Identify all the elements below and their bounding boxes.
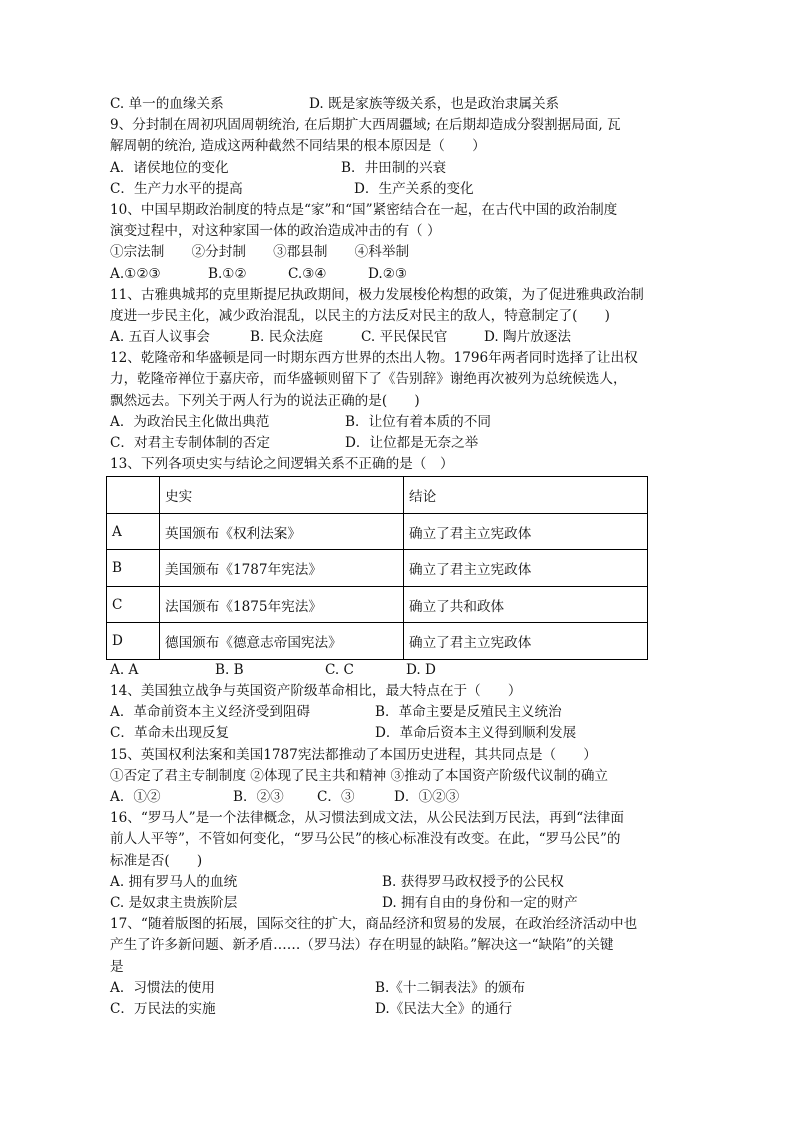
q16-options-cd [110,893,655,914]
q16-option-a: A. 拥有罗马人的血统 [110,873,238,890]
q11-options [110,327,655,348]
q12-option-b: B．让位有着本质的不同 [345,413,491,430]
q9-options-cd [110,179,655,200]
table-row-fact: 美国颁布《1787年宪法》 [160,550,404,587]
q12-options-cd [110,433,655,454]
q17-option-a: A．习惯法的使用 [110,979,215,996]
q11-option-c: C. 平民保民官 [361,329,448,346]
q17-option-d: D.《民法大全》的通行 [375,1000,513,1017]
q14-option-d: D．革命后资本主义得到顺利发展 [375,725,577,742]
q15-option-d: D．①②③ [394,789,460,805]
table-row-fact: 英国颁布《权利法案》 [160,513,404,550]
table-row-conclusion: 确立了君主立宪政体 [404,623,648,660]
q9-option-b: B．井田制的兴衰 [341,159,447,176]
q16-option-d: D. 拥有自由的身份和一定的财产 [382,894,578,911]
q13-table [106,476,648,660]
q11-option-b: B. 民众法庭 [250,329,324,346]
q10-option-d: D.②③ [368,265,408,282]
q9-stem-line1: 9、分封制在周初巩固周朝统治, 在后期扩大西周疆域; 在后期却造成分裂割据局面, 瓦 [110,117,621,134]
q15-option-a: A．①② [110,789,161,805]
q12-option-a: A．为政治民主化做出典范 [110,413,270,430]
q11-option-d: D. 陶片放逐法 [484,329,572,346]
q11-option-a: A. 五百人议事会 [110,329,211,346]
q10-option-a: A.①②③ [110,265,161,282]
q14-option-b: B．革命主要是反殖民主义统治 [375,704,562,721]
q15-options [110,787,655,808]
table-header-fact: 史实 [160,477,404,514]
table-row-fact: 德国颁布《德意志帝国宪法》 [160,623,404,660]
q11-stem-line2: 度进一步民主化，减少政治混乱，以民主的方法反对民主的敌人，特意制定了( ) [110,307,610,324]
q15-items: ①否定了君主专制制度 ②体现了民主共和精神 ③推动了本国资产阶级代议制的确立 [110,767,609,784]
q14-options-cd [110,723,655,744]
table-row [107,513,648,550]
q8-options-cd [110,94,655,115]
q9-option-c: C．生产力水平的提高 [110,180,243,197]
q17-stem-line3: 是 [110,958,124,975]
q13-option-b: B. B [215,661,244,678]
q11-stem-line1: 11、古雅典城邦的克里斯提尼执政期间，极力发展梭伦构想的政策，为了促进雅典政治制 [110,286,644,303]
q12-options-ab [110,412,655,433]
q15-option-b: B．②③ [233,789,284,805]
q9-options-ab [110,158,655,179]
q10-stem-line2: 演变过程中，对这种家国一体的政治造成冲击的有（ ） [110,223,441,240]
table-header-conclusion: 结论 [404,477,648,514]
q17-option-b: B.《十二铜表法》的颁布 [375,979,526,996]
q14-option-a: A．革命前资本主义经济受到阻碍 [110,704,311,721]
q10-options [110,264,655,285]
q9-option-a: A．诸侯地位的变化 [110,159,229,176]
q9-option-d: D．生产关系的变化 [354,180,474,197]
q10-stem-line1: 10、中国早期政治制度的特点是“家”和“国”紧密结合在一起，在古代中国的政治制度 [110,201,618,218]
q16-options-ab [110,872,655,893]
q16-option-b: B. 获得罗马政权授予的公民权 [382,873,564,890]
q14-stem: 14、美国独立战争与英国资产阶级革命相比，最大特点在于（ ） [110,683,522,700]
q14-options-ab [110,702,655,723]
table-header-blank [107,477,160,514]
q16-stem-line1: 16、“罗马人”是一个法律概念，从习惯法到成文法，从公民法到万民法，再到“法律面 [110,810,624,827]
q13-options [110,660,655,681]
q12-stem-line2: 力，乾隆帝禅位于嘉庆帝，而华盛顿则留下了《告别辞》谢绝再次被列为总统候选人， [110,371,627,388]
table-row-letter: D [107,623,160,660]
q10-option-c: C.③④ [288,265,327,282]
q10-items: ①宗法制 ②分封制 ③郡县制 ④科举制 [110,244,410,261]
q13-option-c: C. C [325,661,354,678]
q12-stem-line1: 12、乾隆帝和华盛顿是同一时期东西方世界的杰出人物。1796年两者同时选择了让出权 [110,350,638,367]
q12-option-c: C．对君主专制体制的否定 [110,435,270,451]
q12-option-d: D．让位都是无奈之举 [345,435,479,451]
q13-option-d: D. D [406,661,436,678]
table-row [107,586,648,623]
table-row-letter: A [107,513,160,550]
question-list [110,94,655,1020]
q13-stem: 13、下列各项史实与结论之间逻辑关系不正确的是（ ） [110,456,454,473]
q9-stem-line2: 解周朝的统治, 造成这两种截然不同结果的根本原因是（ ） [110,138,486,155]
q15-option-c: C．③ [317,789,355,805]
q15-stem: 15、英国权利法案和美国1787宪法都推动了本国历史进程，其共同点是（ ） [110,746,597,763]
q16-stem-line3: 标准是否( ) [110,852,203,869]
q17-options-cd [110,999,655,1020]
table-row-conclusion: 确立了君主立宪政体 [404,550,648,587]
table-row-conclusion: 确立了君主立宪政体 [404,513,648,550]
table-row-fact: 法国颁布《1875年宪法》 [160,586,404,623]
q16-stem-line2: 前人人平等”，不管如何变化，“罗马公民”的核心标准没有改变。在此，“罗马公民”的 [110,831,621,848]
table-row [107,623,648,660]
q17-option-c: C．万民法的实施 [110,1000,216,1017]
q17-options-ab [110,978,655,999]
q12-stem-line3: 飘然远去。下列关于两人行为的说法正确的是( ) [110,392,420,409]
table-row-letter: B [107,550,160,587]
table-row-conclusion: 确立了共和政体 [404,586,648,623]
q10-option-b: B.①② [208,265,247,282]
q8-option-c: C. 单一的血缘关系 [110,96,224,112]
q14-option-c: C．革命未出现反复 [110,725,230,742]
table-row-letter: C [107,586,160,623]
table-header-row [107,477,648,514]
q17-stem-line2: 产生了许多新问题、新矛盾……（罗马法）存在明显的缺陷。”解决这一“缺陷”的关键 [110,937,614,954]
q17-stem-line1: 17、“随着版图的拓展，国际交往的扩大，商品经济和贸易的发展，在政治经济活动中也 [110,916,638,933]
table-row [107,550,648,587]
q16-option-c: C. 是奴隶主贵族阶层 [110,894,238,911]
q8-option-d: D. 既是家族等级关系，也是政治隶属关系 [309,96,560,112]
q13-option-a: A. A [110,661,139,678]
